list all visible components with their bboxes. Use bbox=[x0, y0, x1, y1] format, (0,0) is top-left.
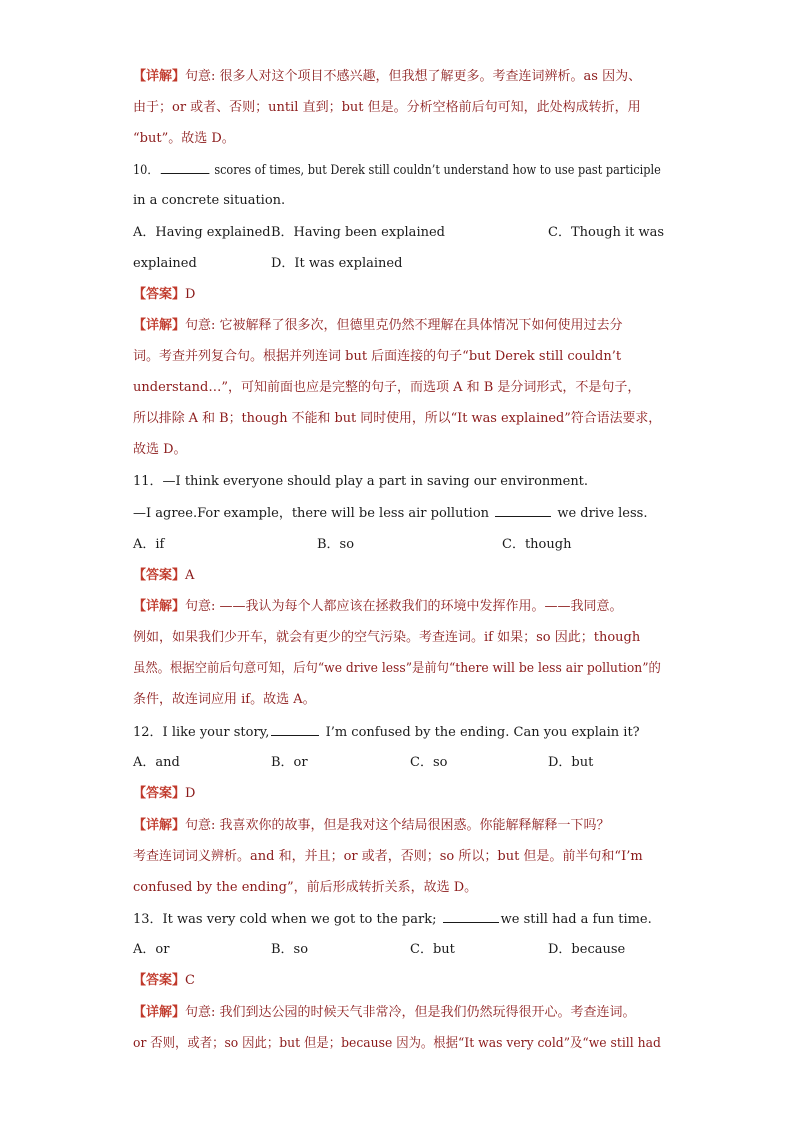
option-c-cont: explained bbox=[133, 256, 197, 271]
answer-line bbox=[133, 567, 194, 585]
answer-tag: 【答案】 bbox=[133, 973, 186, 988]
answer-value: C bbox=[185, 973, 195, 988]
answer-value: D bbox=[185, 786, 196, 801]
explanation-line: 【详解】句意: 我们到达公园的时候天气非常冷，但是我们仍然玩得很开心。考查连词。 bbox=[133, 1005, 636, 1020]
question-11-stem-cont: —I agree.For example，there will be less air pollution we drive less. bbox=[133, 506, 648, 521]
option-c: C．but bbox=[410, 942, 455, 957]
option-a: A．if bbox=[133, 537, 165, 552]
option-c: C．so bbox=[410, 755, 448, 770]
question-11-stem: 11．—I think everyone should play a part in saving our environment. bbox=[133, 474, 589, 489]
answer-blank bbox=[495, 504, 551, 517]
option-b: B．so bbox=[271, 942, 309, 957]
explanation-line: 考查连词词义辨析。and 和，并且；or 或者，否则；so 所以；but 但是。前半句和“I’m bbox=[133, 849, 643, 864]
explanation-line: 虽然。根据空前后句意可知，后句“we drive less”是前句“there will be less air pollution”的 bbox=[133, 661, 661, 676]
option-b: B．Having been explained bbox=[271, 225, 445, 240]
question-12-stem: 12．I like your story, I’m confused by the ending. Can you explain it? bbox=[133, 725, 640, 740]
option-c: C．though bbox=[502, 537, 572, 552]
explanation-line: confused by the ending”，前后形成转折关系，故选 D。 bbox=[133, 880, 478, 895]
explanation-line: 【详解】句意: 很多人对这个项目不感兴趣，但我想了解更多。考查连词辨析。as 因为、 bbox=[133, 69, 642, 84]
explanation-line: 【详解】句意: 我喜欢你的故事，但是我对这个结局很困惑。你能解释解释一下吗？ bbox=[133, 818, 610, 833]
explanation-line: 【详解】句意: ——我认为每个人都应该在拯救我们的环境中发挥作用。——我同意。 bbox=[133, 599, 623, 614]
question-10-stem-cont: in a concrete situation. bbox=[133, 193, 286, 208]
option-c: C．Though it was bbox=[548, 225, 665, 240]
explanation-tag: 【详解】 bbox=[133, 318, 186, 333]
answer-value: D bbox=[185, 287, 196, 302]
option-b: B．so bbox=[317, 537, 355, 552]
question-13-stem: 13．It was very cold when we got to the park; we still had a fun time. bbox=[133, 912, 652, 927]
explanation-line: 例如，如果我们少开车，就会有更少的空气污染。考查连词。if 如果；so 因此；though bbox=[133, 630, 641, 645]
explanation-tag: 【详解】 bbox=[133, 818, 186, 833]
answer-tag: 【答案】 bbox=[133, 287, 186, 302]
answer-line bbox=[133, 785, 195, 803]
explanation-line: 故选 D。 bbox=[133, 442, 187, 457]
option-b: B．or bbox=[271, 755, 308, 770]
question-10-stem: 10． scores of times, but Derek still couldn’t understand how to use past participle bbox=[133, 163, 661, 178]
explanation-line: or 否则，或者；so 因此；but 但是；because 因为。根据“It was very cold”及“we still had bbox=[133, 1036, 661, 1051]
answer-line bbox=[133, 286, 195, 304]
answer-blank bbox=[443, 910, 499, 923]
answer-blank bbox=[160, 161, 209, 174]
explanation-line: 由于；or 或者、否则；until 直到；but 但是。分析空格前后句可知，此处构成转折，用 bbox=[133, 100, 641, 115]
option-d: D．It was explained bbox=[271, 256, 403, 271]
option-d: D．because bbox=[548, 942, 626, 957]
explanation-line: “but”。故选 D。 bbox=[133, 131, 235, 146]
explanation-line: 所以排除 A 和 B；though 不能和 but 同时使用，所以“It was explained”符合语法要求， bbox=[133, 411, 662, 426]
option-a: A．Having explained bbox=[133, 225, 271, 240]
explanation-line: 词。考查并列复合句。根据并列连词 but 后面连接的句子“but Derek still couldn’t bbox=[133, 349, 622, 364]
answer-blank bbox=[271, 723, 319, 736]
answer-tag: 【答案】 bbox=[133, 786, 186, 801]
explanation-tag: 【详解】 bbox=[133, 599, 186, 614]
answer-value: A bbox=[185, 568, 195, 583]
answer-line bbox=[133, 972, 195, 990]
option-a: A．and bbox=[133, 755, 180, 770]
option-a: A．or bbox=[133, 942, 170, 957]
option-d: D．but bbox=[548, 755, 594, 770]
explanation-line: 【详解】句意: 它被解释了很多次，但德里克仍然不理解在具体情况下如何使用过去分 bbox=[133, 318, 623, 333]
explanation-tag: 【详解】 bbox=[133, 69, 186, 84]
answer-tag: 【答案】 bbox=[133, 568, 186, 583]
explanation-line: 条件，故连词应用 if。故选 A。 bbox=[133, 692, 316, 707]
explanation-tag: 【详解】 bbox=[133, 1005, 186, 1020]
explanation-line: understand…”，可知前面也应是完整的句子，而选项 A 和 B 是分词形式，不是句子， bbox=[133, 380, 641, 395]
